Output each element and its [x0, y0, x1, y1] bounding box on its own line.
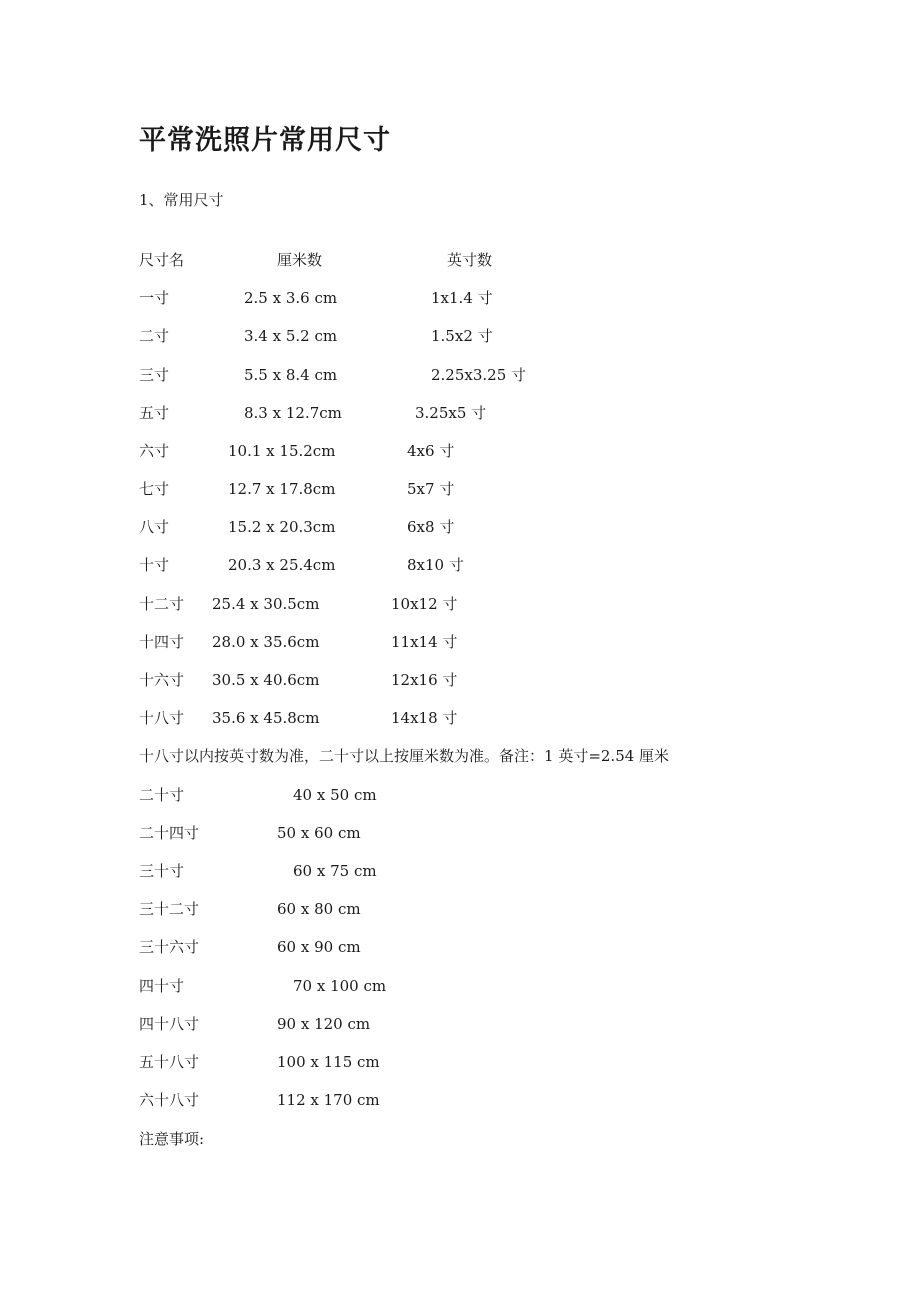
table-row-cm: 10.1 x 15.2cm — [228, 442, 336, 460]
table-row-cm: 15.2 x 20.3cm — [228, 518, 336, 536]
table-row-inch: 2.25x3.25 寸 — [431, 366, 527, 384]
table-row-inch: 10x12 寸 — [391, 595, 458, 613]
table-row-cm: 100 x 115 cm — [277, 1053, 380, 1071]
header-cm: 厘米数 — [277, 251, 323, 269]
table-row-inch: 6x8 寸 — [407, 518, 455, 536]
table-row-name: 五寸 — [139, 404, 170, 422]
table-row-cm: 3.4 x 5.2 cm — [244, 327, 338, 345]
table-row-inch: 12x16 寸 — [391, 671, 458, 689]
table-row-inch: 1.5x2 寸 — [431, 327, 493, 345]
notes-heading: 注意事项: — [139, 1130, 205, 1148]
table-row-name: 四十八寸 — [139, 1015, 200, 1033]
table-row-cm: 60 x 90 cm — [277, 938, 361, 956]
table-row-cm: 20.3 x 25.4cm — [228, 556, 336, 574]
table-row-cm: 60 x 75 cm — [293, 862, 377, 880]
table-row-inch: 8x10 寸 — [407, 556, 464, 574]
table-row-name: 十二寸 — [139, 595, 185, 613]
table-row-name: 三寸 — [139, 366, 170, 384]
table-row-cm: 28.0 x 35.6cm — [212, 633, 320, 651]
table-row-inch: 3.25x5 寸 — [415, 404, 487, 422]
table-row-cm: 40 x 50 cm — [293, 786, 377, 804]
table-row-name: 三十六寸 — [139, 938, 200, 956]
table-row-name: 十六寸 — [139, 671, 185, 689]
table-row-name: 四十寸 — [139, 977, 185, 995]
table-row-name: 二寸 — [139, 327, 170, 345]
table-row-cm: 90 x 120 cm — [277, 1015, 371, 1033]
table-row-inch: 14x18 寸 — [391, 709, 458, 727]
table-row-cm: 8.3 x 12.7cm — [244, 404, 342, 422]
page-title: 平常洗照片常用尺寸 — [139, 125, 391, 156]
table-row-cm: 70 x 100 cm — [293, 977, 387, 995]
header-size-name: 尺寸名 — [139, 251, 185, 269]
table-row-name: 十寸 — [139, 556, 170, 574]
table-row-cm: 50 x 60 cm — [277, 824, 361, 842]
table-row-cm: 5.5 x 8.4 cm — [244, 366, 338, 384]
table-row-name: 十八寸 — [139, 709, 185, 727]
table-row-cm: 35.6 x 45.8cm — [212, 709, 320, 727]
table-row-inch: 5x7 寸 — [407, 480, 455, 498]
table-row-name: 八寸 — [139, 518, 170, 536]
conversion-note: 十八寸以内按英寸数为准，二十寸以上按厘米数为准。备注：1 英寸=2.54 厘米 — [139, 747, 670, 765]
table-row-name: 六寸 — [139, 442, 170, 460]
table-row-name: 六十八寸 — [139, 1091, 200, 1109]
table-row-inch: 1x1.4 寸 — [431, 289, 493, 307]
table-row-cm: 112 x 170 cm — [277, 1091, 380, 1109]
table-row-cm: 60 x 80 cm — [277, 900, 361, 918]
table-row-name: 三十寸 — [139, 862, 185, 880]
table-row-inch: 11x14 寸 — [391, 633, 458, 651]
table-row-name: 三十二寸 — [139, 900, 200, 918]
table-row-cm: 12.7 x 17.8cm — [228, 480, 336, 498]
table-row-inch: 4x6 寸 — [407, 442, 455, 460]
table-row-cm: 30.5 x 40.6cm — [212, 671, 320, 689]
table-row-name: 二十四寸 — [139, 824, 200, 842]
table-row-name: 五十八寸 — [139, 1053, 200, 1071]
header-inch: 英寸数 — [447, 251, 493, 269]
section-heading: 1、常用尺寸 — [139, 191, 224, 209]
table-row-cm: 25.4 x 30.5cm — [212, 595, 320, 613]
table-row-name: 七寸 — [139, 480, 170, 498]
table-row-name: 十四寸 — [139, 633, 185, 651]
table-row-name: 一寸 — [139, 289, 170, 307]
table-row-cm: 2.5 x 3.6 cm — [244, 289, 338, 307]
table-row-name: 二十寸 — [139, 786, 185, 804]
